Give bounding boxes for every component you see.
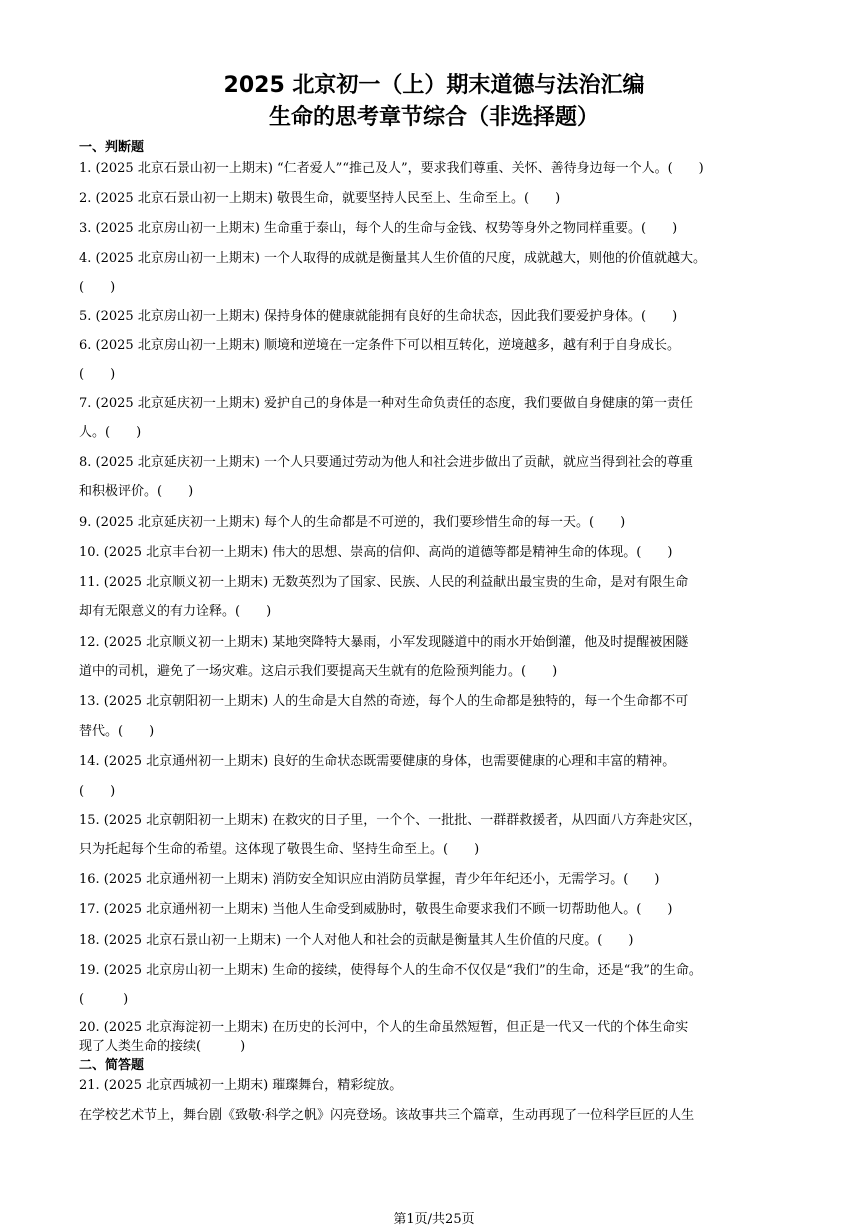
question-line: 却有无限意义的有力诠释。( ) bbox=[79, 604, 272, 619]
question-line: 7. (2025 北京延庆初一上期末) 爱护自己的身体是一种对生命负责任的态度，我们要做自身健康的第一责任 bbox=[79, 396, 694, 411]
question-line: 道中的司机，避免了一场灾难。这启示我们要提高天生就有的危险预判能力。( ) bbox=[79, 664, 558, 679]
question-line: 11. (2025 北京顺义初一上期末) 无数英烈为了国家、民族、人民的利益献出最宝贵的生命，是对有限生命 bbox=[79, 575, 689, 590]
question-line: 12. (2025 北京顺义初一上期末) 某地突降特大暴雨，小军发现隧道中的雨水开始倒灌，他及时提醒被困隧 bbox=[79, 635, 689, 650]
question-text: 在学校艺术节上，舞台剧《致敬·科学之帆》闪亮登场。该故事共三个篇章，生动再现了一位科学巨匠的人生 bbox=[79, 1108, 695, 1123]
question-line: 20. (2025 北京海淀初一上期末) 在历史的长河中，个人的生命虽然短暂，但正是一代又一代的个体生命实 bbox=[79, 1020, 689, 1035]
question-line: ( ) bbox=[79, 784, 116, 799]
question-line: 9. (2025 北京延庆初一上期末) 每个人的生命都是不可逆的，我们要珍惜生命的每一天。( ) bbox=[79, 515, 626, 530]
question-line: 17. (2025 北京通州初一上期末) 当他人生命受到威胁时，敬畏生命要求我们不顾一切帮助他人。( ) bbox=[79, 902, 673, 917]
question-line: 10. (2025 北京丰台初一上期末) 伟大的思想、崇高的信仰、高尚的道德等都是精神生命的体现。( ) bbox=[79, 545, 673, 560]
question-line: 人。( ) bbox=[79, 425, 142, 440]
question-line: 4. (2025 北京房山初一上期末) 一个人取得的成就是衡量其人生价值的尺度，成就越大，则他的价值就越大。 bbox=[79, 251, 707, 266]
question-line: 13. (2025 北京朝阳初一上期末) 人的生命是大自然的奇迹，每个人的生命都是独特的，每一个生命都不可 bbox=[79, 694, 689, 709]
question-line: ( ) bbox=[79, 367, 116, 382]
document-subtitle: 生命的思考章节综合（非选择题） bbox=[268, 105, 599, 130]
section-heading-short-answer: 二、简答题 bbox=[79, 1058, 145, 1073]
question-line: 8. (2025 北京延庆初一上期末) 一个人只要通过劳动为他人和社会进步做出了贡献，就应当得到社会的尊重 bbox=[79, 455, 694, 470]
question-line: ( ) bbox=[79, 992, 129, 1007]
question-line: 1. (2025 北京石景山初一上期末) “仁者爱人”“推己及人”，要求我们尊重、关怀、善待身边每一个人。( ) bbox=[79, 161, 704, 176]
question-line: 3. (2025 北京房山初一上期末) 生命重于泰山，每个人的生命与金钱、权势等身外之物同样重要。( ) bbox=[79, 221, 678, 236]
question-line: 替代。( ) bbox=[79, 724, 155, 739]
question-line: 现了人类生命的接续( ) bbox=[79, 1039, 246, 1054]
question-line: 15. (2025 北京朝阳初一上期末) 在救灾的日子里，一个个、一批批、一群群救援者，从四面八方奔赴灾区， bbox=[79, 813, 702, 828]
question-line: 2. (2025 北京石景山初一上期末) 敬畏生命，就要坚持人民至上、生命至上。( ) bbox=[79, 191, 561, 206]
question-line: 和积极评价。( ) bbox=[79, 484, 194, 499]
question-line: 16. (2025 北京通州初一上期末) 消防安全知识应由消防员掌握，青少年年纪还小，无需学习。( ) bbox=[79, 872, 660, 887]
question-line: 14. (2025 北京通州初一上期末) 良好的生命状态既需要健康的身体，也需要健康的心理和丰富的精神。 bbox=[79, 754, 676, 769]
question-line: 19. (2025 北京房山初一上期末) 生命的接续，使得每个人的生命不仅仅是“我们”的生命，还是“我”的生命。 bbox=[79, 963, 702, 978]
page-number: 第1页/共25页 bbox=[393, 1212, 475, 1227]
question-line: 18. (2025 北京石景山初一上期末) 一个人对他人和社会的贡献是衡量其人生价值的尺度。( ) bbox=[79, 933, 634, 948]
document-title: 2025 北京初一（上）期末道德与法治汇编 bbox=[223, 73, 645, 98]
question-line: 21. (2025 北京西城初一上期末) 璀璨舞台，精彩绽放。 bbox=[79, 1078, 403, 1093]
question-line: ( ) bbox=[79, 280, 116, 295]
question-line: 5. (2025 北京房山初一上期末) 保持身体的健康就能拥有良好的生命状态，因此我们要爱护身体。( ) bbox=[79, 309, 678, 324]
question-line: 只为托起每个生命的希望。这体现了敬畏生命、坚持生命至上。( ) bbox=[79, 842, 480, 857]
section-heading-judgment: 一、判断题 bbox=[79, 140, 145, 155]
question-line: 6. (2025 北京房山初一上期末) 顺境和逆境在一定条件下可以相互转化，逆境越多，越有利于自身成长。 bbox=[79, 338, 681, 353]
